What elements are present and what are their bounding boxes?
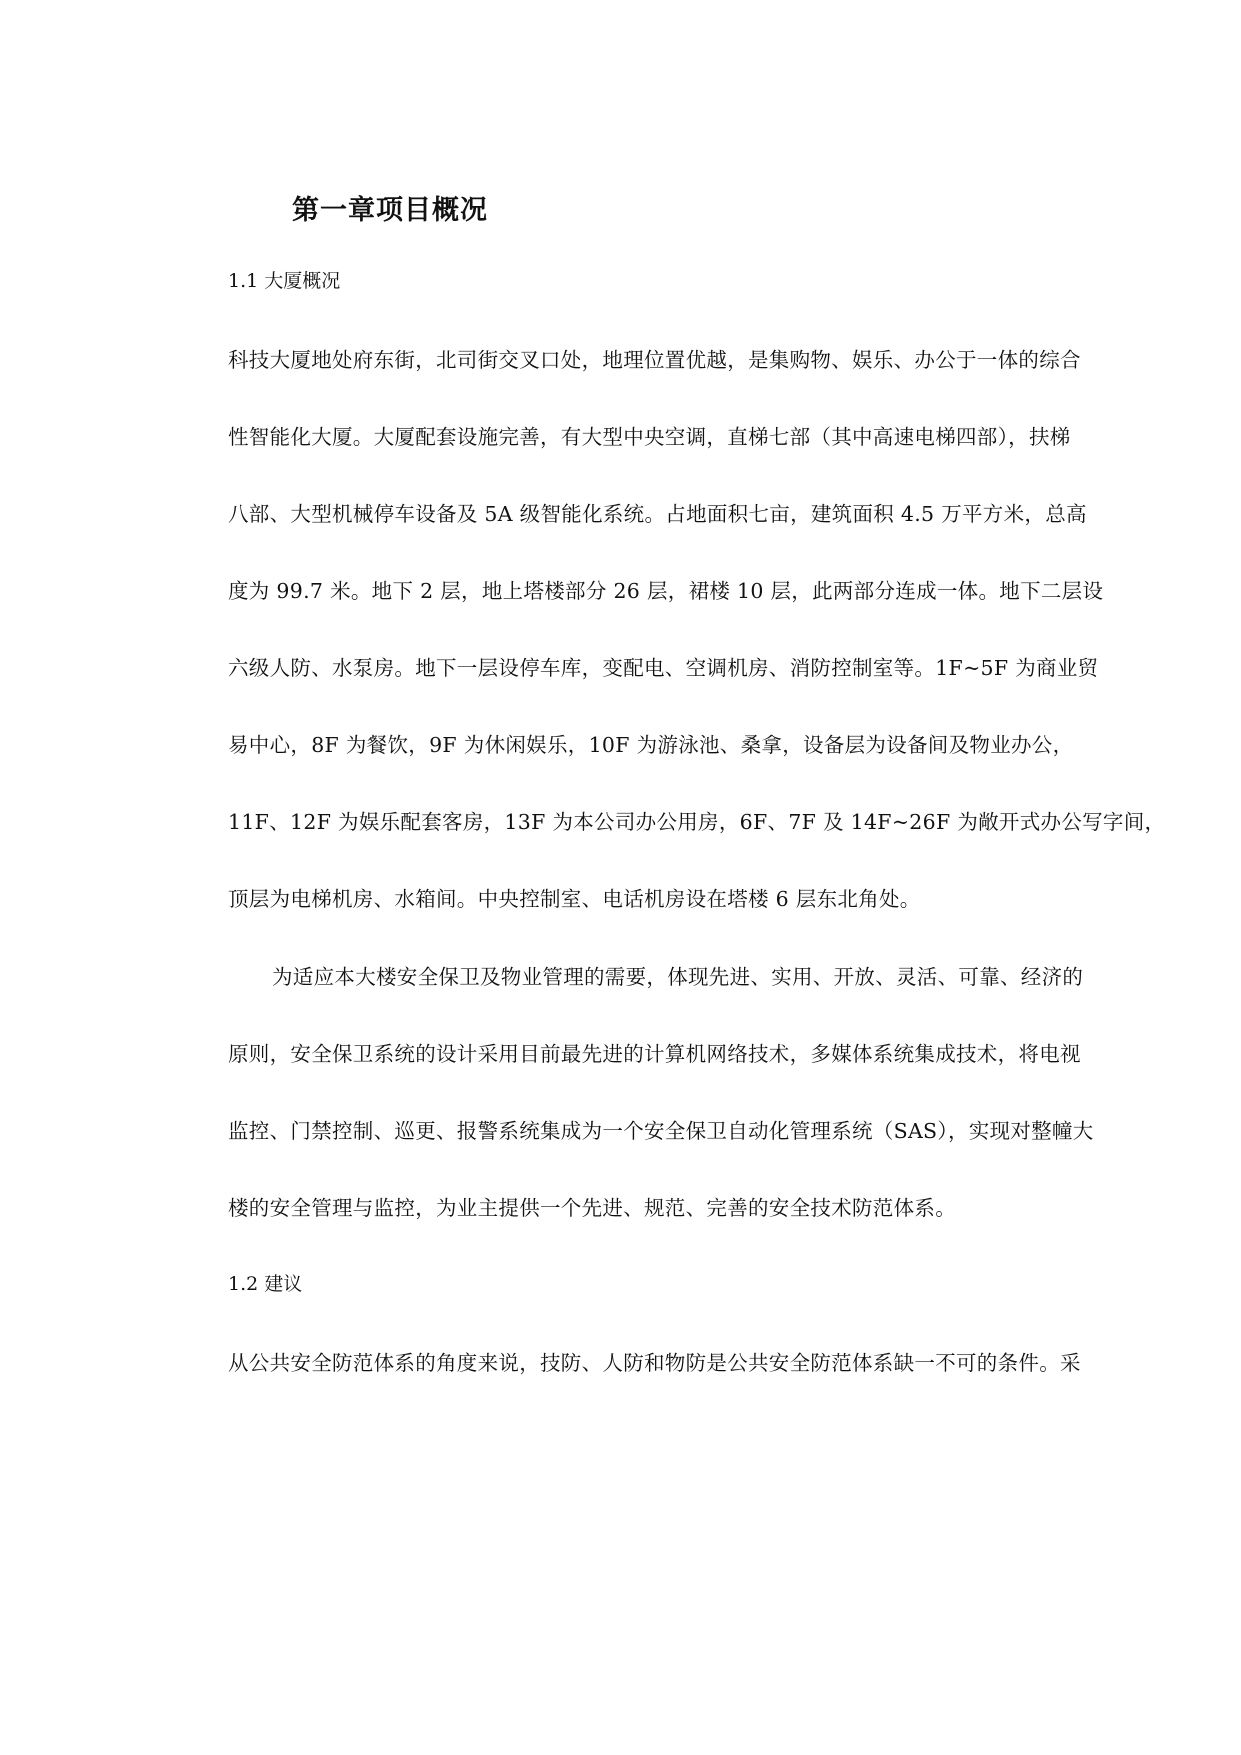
chapter-title: 第一章项目概况 — [292, 195, 488, 226]
paragraph-line: 11F、12F 为娱乐配套客房，13F 为本公司办公用房，6F、7F 及 14F~26F 为敞开式办公写字间， — [228, 810, 1166, 834]
paragraph-line: 八部、大型机械停车设备及 5A 级智能化系统。占地面积七亩，建筑面积 4.5 万平方米，总高 — [228, 502, 1087, 526]
paragraph-line: 性智能化大厦。大厦配套设施完善，有大型中央空调，直梯七部（其中高速电梯四部），扶梯 — [228, 425, 1071, 449]
paragraph-line: 顶层为电梯机房、水箱间。中央控制室、电话机房设在塔楼 6 层东北角处。 — [228, 887, 921, 911]
paragraph-line: 易中心，8F 为餐饮，9F 为休闲娱乐，10F 为游泳池、桑拿，设备层为设备间及物业办公， — [228, 733, 1074, 757]
paragraph-line: 原则，安全保卫系统的设计采用目前最先进的计算机网络技术，多媒体系统集成技术，将电视 — [228, 1042, 1081, 1066]
paragraph-line: 楼的安全管理与监控，为业主提供一个先进、规范、完善的安全技术防范体系。 — [228, 1196, 956, 1220]
paragraph-line: 科技大厦地处府东街，北司街交叉口处，地理位置优越，是集购物、娱乐、办公于一体的综合 — [228, 348, 1081, 372]
section-heading-1-1: 1.1 大厦概况 — [228, 270, 341, 292]
section-heading-1-2: 1.2 建议 — [228, 1273, 303, 1295]
paragraph-line: 六级人防、水泵房。地下一层设停车库，变配电、空调机房、消防控制室等。1F~5F 为商业贸 — [228, 656, 1099, 680]
paragraph-line: 监控、门禁控制、巡更、报警系统集成为一个安全保卫自动化管理系统（SAS），实现对整幢大 — [228, 1119, 1094, 1143]
paragraph-line: 度为 99.7 米。地下 2 层，地上塔楼部分 26 层，裙楼 10 层，此两部分连成一体。地下二层设 — [228, 579, 1104, 603]
paragraph-line: 为适应本大楼安全保卫及物业管理的需要，体现先进、实用、开放、灵活、可靠、经济的 — [272, 965, 1084, 989]
paragraph-line: 从公共安全防范体系的角度来说，技防、人防和物防是公共安全防范体系缺一不可的条件。采 — [228, 1351, 1081, 1375]
